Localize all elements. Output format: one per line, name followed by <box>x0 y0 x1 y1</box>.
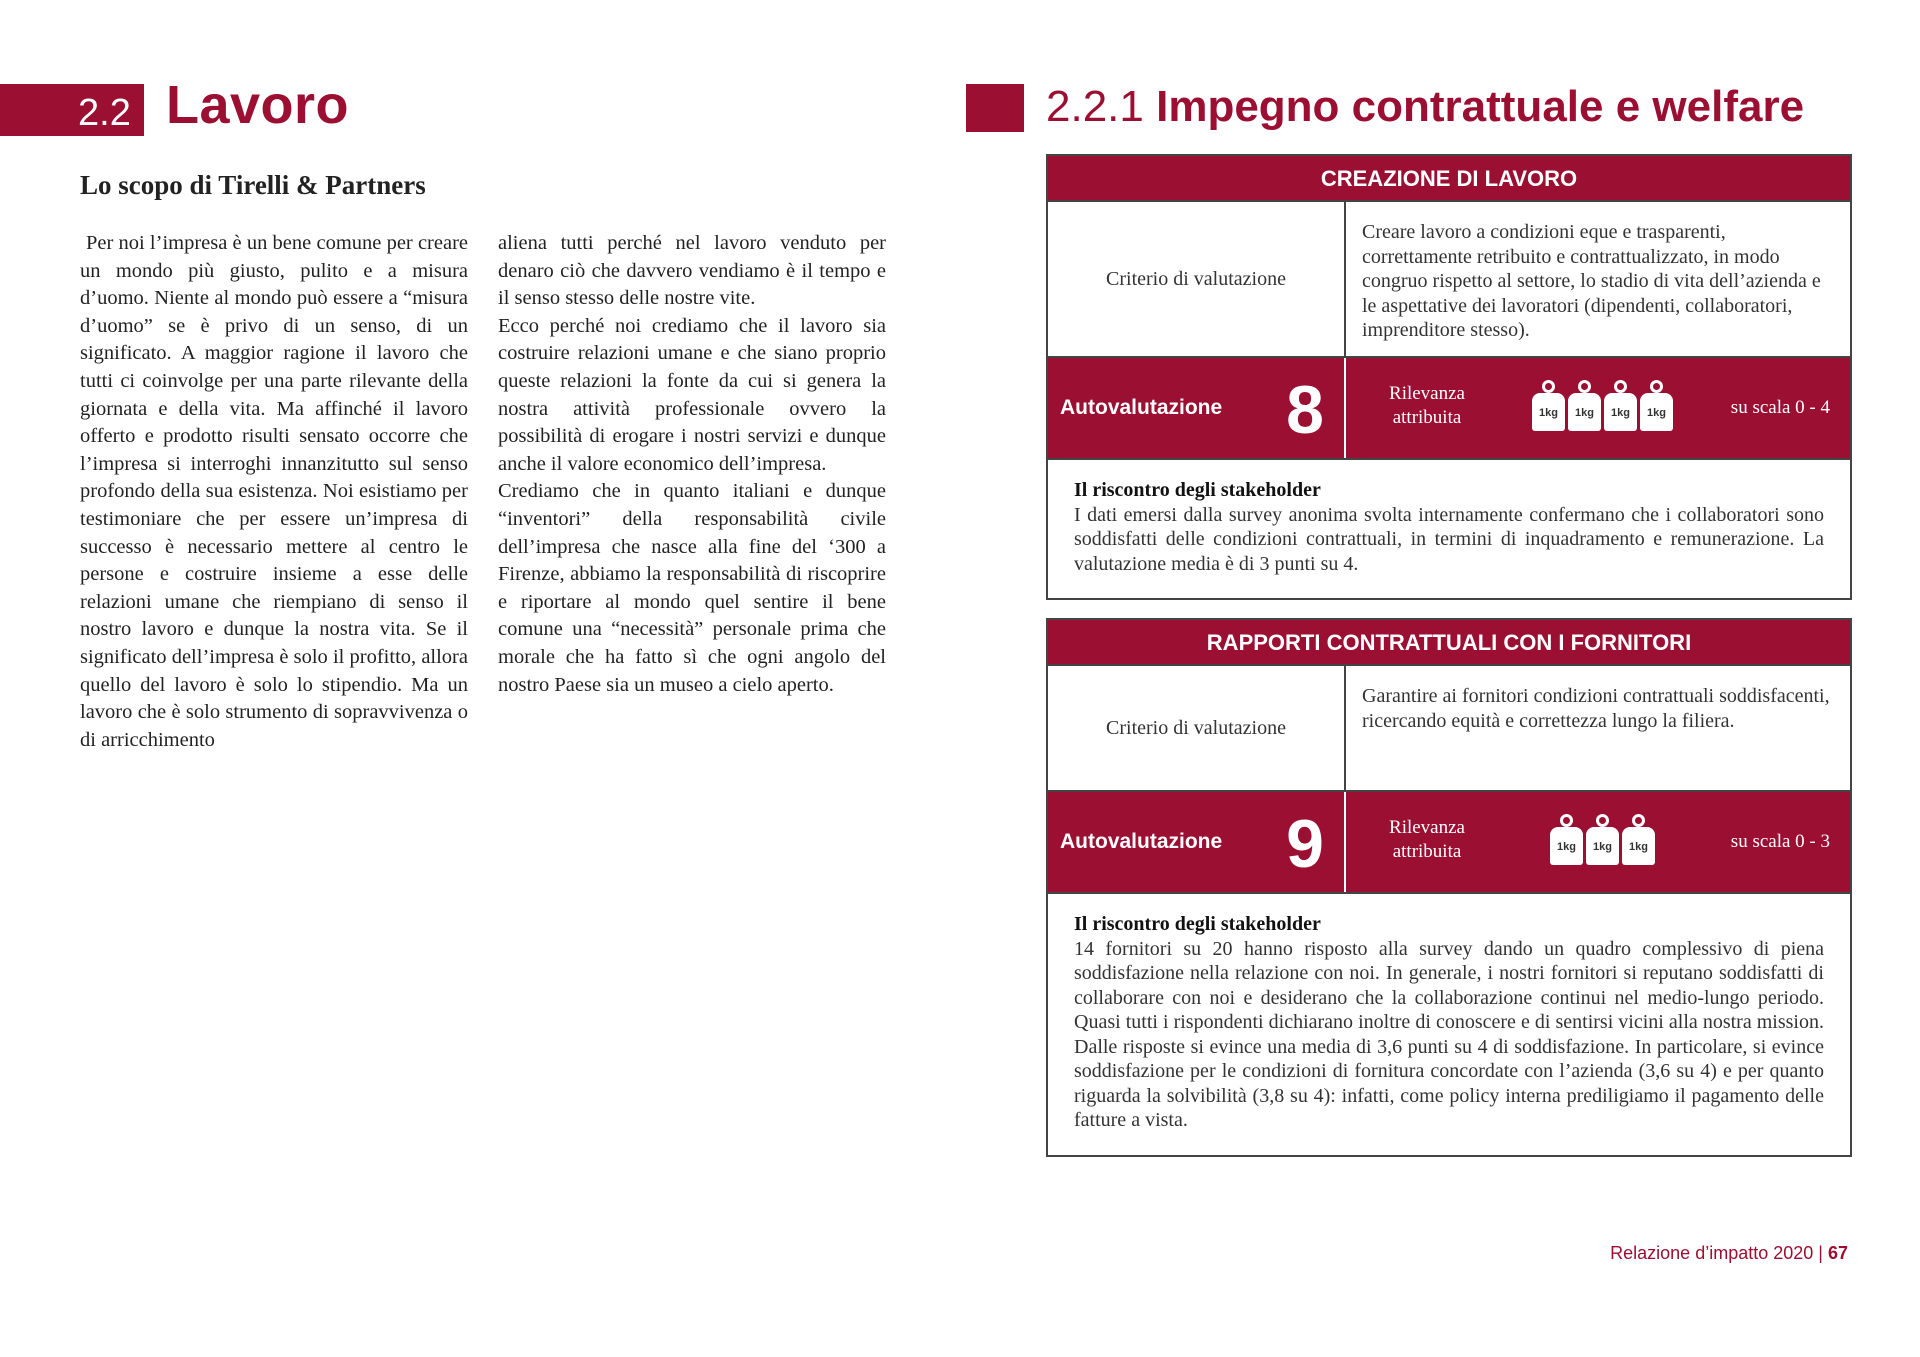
subsection-heading <box>1046 82 1804 132</box>
weight-icon: 1kg <box>1640 380 1673 432</box>
criterion-row <box>1048 664 1850 792</box>
self-assessment-score: 8 <box>1286 372 1324 448</box>
stakeholder-feedback <box>1048 458 1850 598</box>
page-number: 67 <box>1827 1243 1848 1263</box>
page-footer <box>1610 1243 1848 1264</box>
scale-label: su scala 0 - 4 <box>1730 397 1830 418</box>
weight-icon: 1kg <box>1622 814 1655 866</box>
criterion-text: Garantire ai fornitori condizioni contrattuali soddisfacenti, ricercando equità e correttezza lungo la filiera. <box>1362 685 1830 732</box>
feedback-text: I dati emersi dalla survey anonima svolta internamente confermano che i collaboratori sono soddisfatti delle condizioni contrattuali, in termini di inquadramento e remunerazione. La valutazione media è di 3 punti su 4. <box>1074 503 1824 575</box>
criterion-text: Creare lavoro a condizioni eque e trasparenti, correttamente retribuito e contrattualizzato, in modo congruo rispetto al settore, lo stadio di vita dell’azienda e le aspettative dei lavoratori (dipendenti, collaboratori, imprenditore stesso). <box>1362 221 1821 341</box>
section-title: Lavoro <box>166 75 350 135</box>
weight-icon: 1kg <box>1532 380 1565 432</box>
subsection-marker <box>966 84 1024 132</box>
body-paragraph: Per noi l’impresa è un bene comune per creare un mondo più giusto, pulito e a misura d’uomo. Niente al mondo può essere a “misura d’uomo” se è privo di un senso, di un significato. A maggior ragione il lavoro che tutti ci coinvolge per una parte rilevante della giornata e della vita. Ma affinché il lavoro offerto e prodotto risulti sensato occorre che l’impresa si interroghi innanzitutto sul senso profondo della sua esistenza. Noi esistiamo per testimoniare che per essere un’impresa di successo è necessario mettere al centro le persone e costruire insieme a esse delle relazioni umane che riempiano di senso il nostro lavoro e dunque la nostra vita. Se il significato dell’impresa è solo il profitto, allora quello del lavoro è solo lo stipendio. Ma un lavoro che è solo strumento di sopravvivenza o di arricchimento <box>80 232 468 751</box>
text-column-1 <box>80 230 468 754</box>
weight-icon: 1kg <box>1550 814 1583 866</box>
relevance-weights <box>1532 380 1673 436</box>
box-header: CREAZIONE DI LAVORO <box>1048 156 1850 200</box>
evaluation-box-creazione <box>1046 154 1852 600</box>
self-assessment-label: Autovalutazione <box>1060 396 1223 419</box>
relevance-weights <box>1550 814 1655 870</box>
weight-icon: 1kg <box>1586 814 1619 866</box>
evaluation-box-fornitori <box>1046 618 1852 1157</box>
self-assessment-row <box>1048 792 1850 892</box>
criterion-label: Criterio di valutazione <box>1048 202 1346 356</box>
relevance-label: Rilevanza attribuita <box>1389 383 1465 428</box>
feedback-title: Il riscontro degli stakeholder <box>1074 479 1321 501</box>
criterion-label: Criterio di valutazione <box>1048 666 1346 790</box>
weight-icon: 1kg <box>1568 380 1601 432</box>
subsection-number: 2.2.1 <box>1046 82 1144 131</box>
subsection-title: Lo scopo di Tirelli & Partners <box>80 170 426 200</box>
section-number: 2.2 <box>78 92 131 134</box>
box-header: RAPPORTI CONTRATTUALI CON I FORNITORI <box>1048 620 1850 664</box>
feedback-title: Il riscontro degli stakeholder <box>1074 913 1321 935</box>
body-paragraph: aliena tutti perché nel lavoro venduto per denaro ciò che davvero vendiamo è il tempo e il senso stesso delle nostre vite. <box>498 232 886 310</box>
self-assessment-score: 9 <box>1286 806 1324 882</box>
weight-icon: 1kg <box>1604 380 1637 432</box>
self-assessment-label: Autovalutazione <box>1060 830 1223 853</box>
body-paragraph: Crediamo che in quanto italiani e dunque “inventori” della responsabilità civile dell’impresa che nasce alla fine del ‘300 a Firenze, abbiamo la responsabilità di riscoprire e riportare al mondo quel sentire il bene comune una “necessità” personale prima che morale che ha fatto sì che ogni angolo del nostro Paese sia un museo a cielo aperto. <box>498 480 886 696</box>
body-paragraph: Ecco perché noi crediamo che il lavoro sia costruire relazioni umane e che siano proprio queste relazioni la fonte da cui si genera la nostra attività professionale ovvero la possibilità di erogare i nostri servizi e dunque anche il valore economico dell’impresa. <box>498 314 886 475</box>
subsection-title: Impegno contrattuale e welfare <box>1156 82 1805 131</box>
scale-label: su scala 0 - 3 <box>1730 831 1830 852</box>
text-column-2 <box>498 230 886 699</box>
stakeholder-feedback <box>1048 892 1850 1155</box>
relevance-label: Rilevanza attribuita <box>1389 817 1465 862</box>
footer-text: Relazione d’impatto 2020 | <box>1610 1243 1823 1263</box>
self-assessment-row <box>1048 358 1850 458</box>
criterion-row <box>1048 200 1850 358</box>
feedback-text: 14 fornitori su 20 hanno risposto alla survey dando un quadro complessivo di piena soddisfazione nella relazione con noi. In generale, i nostri fornitori si reputano soddisfatti di collaborare con noi e desiderano che la collaborazione continui nel medio-lungo periodo. Quasi tutti i rispondenti dichiarano inoltre di conoscere e di sentirsi vicini alla nostra mission. Dalle risposte si evince una media di 3,6 punti su 4 di soddisfazione. In particolare, si evince soddisfazione per le condizioni di fornitura concordate con l’azienda (3,6 su 4) e per quanto riguarda la solvibilità (3,8 su 4): infatti, come policy interna prediligiamo il pagamento delle fatture a vista. <box>1074 937 1824 1131</box>
